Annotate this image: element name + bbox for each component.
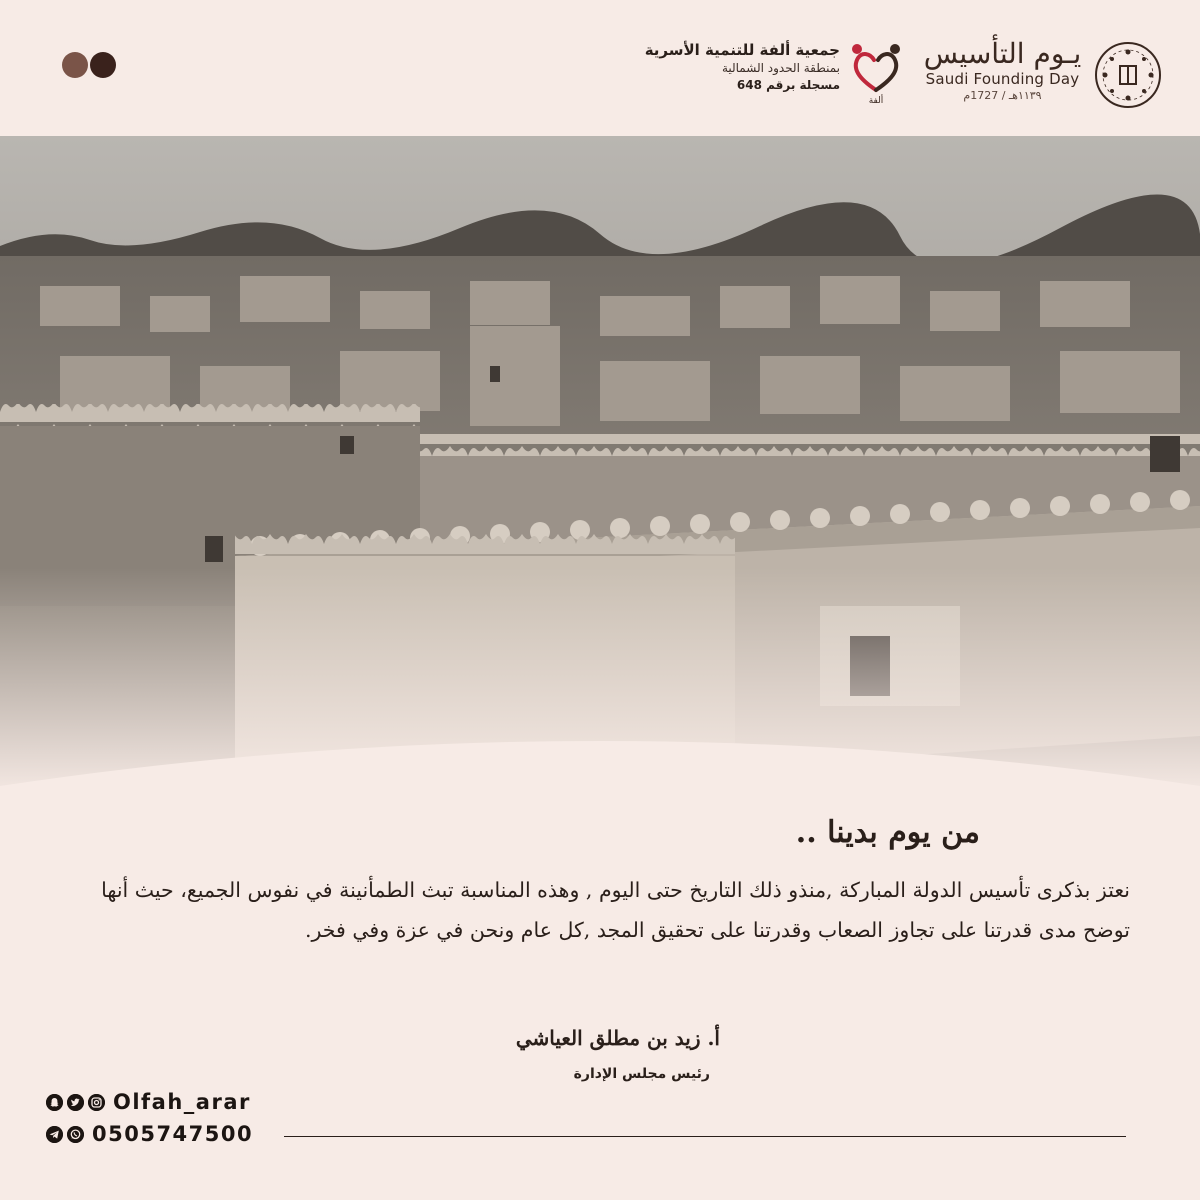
signer-name: أ. زيد بن مطلق العياشي [515, 1026, 720, 1050]
historic-city-photo [0, 136, 1200, 800]
founding-emblem [1093, 40, 1163, 110]
emblem-icon [1093, 40, 1163, 110]
association-name: جمعية ألفة للتنمية الأسرية [644, 41, 840, 59]
founding-day-arabic: يـوم التأسيس [923, 37, 1082, 70]
twitter-icon[interactable] [67, 1094, 84, 1111]
page-heading: من يوم بدينا .. [795, 815, 980, 850]
snapchat-icon[interactable] [46, 1094, 63, 1111]
dot-dark [90, 52, 116, 78]
social-handle[interactable]: Olfah_arar [113, 1090, 251, 1114]
instagram-icon[interactable] [88, 1094, 105, 1111]
association-region: بمنطقة الحدود الشمالية [721, 61, 840, 75]
alfa-logo-label: ألفة [868, 96, 884, 106]
phone-row [46, 1122, 253, 1146]
founding-day-years: ١١٣٩هـ / 1727م [963, 89, 1042, 102]
dot-light [62, 52, 88, 78]
founding-day-logo [915, 38, 1090, 103]
signer-title: رئيس مجلس الإدارة [573, 1066, 710, 1082]
association-info [560, 40, 840, 94]
message-body: نعتز بذكرى تأسيس الدولة المباركة ,منذو ذلك التاريخ حتى اليوم , وهذه المناسبة تبث الطمأنينة في نفوس الجميع، حيث أنها توضح مدى قدرتنا على تجاوز الصعاب وقدرتنا على تحقيق المجد ,كل عام ونحن في عزة وفي فخر. [101, 878, 1130, 942]
alfa-heart-icon [848, 40, 904, 106]
phone-number[interactable]: 0505747500 [92, 1122, 254, 1146]
association-registration: مسجلة برقم 648 [736, 78, 840, 92]
social-handle-row [46, 1090, 251, 1114]
decorative-dots [62, 52, 116, 78]
telegram-icon[interactable] [46, 1126, 63, 1143]
founding-day-english: Saudi Founding Day [925, 70, 1080, 88]
alfa-logo [848, 40, 904, 106]
whatsapp-icon[interactable] [67, 1126, 84, 1143]
divider-line [284, 1136, 1126, 1137]
